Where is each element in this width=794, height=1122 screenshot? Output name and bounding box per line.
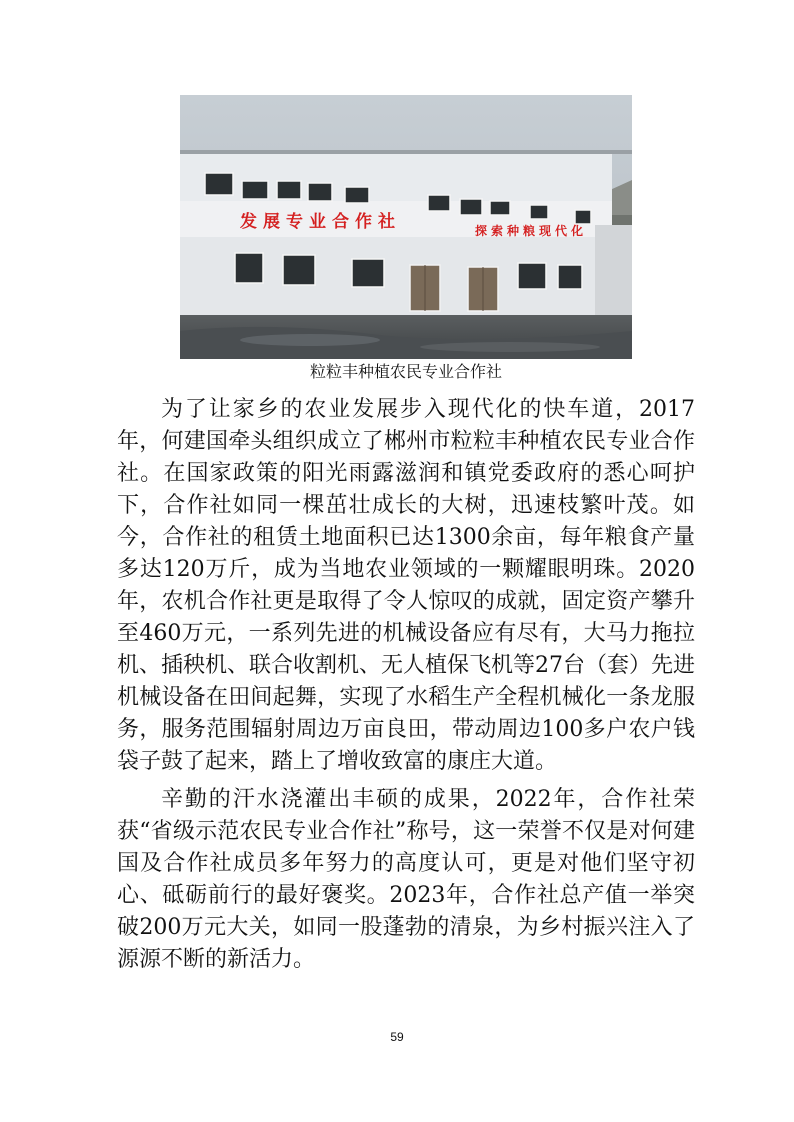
sign-left: 发展专业合作社: [240, 212, 401, 232]
article-body: [117, 394, 695, 982]
paragraph: 辛勤的汗水浇灌出丰硕的成果，2022年，合作社荣获“省级示范农民专业合作社”称号，这一荣誉不仅是对何建国及合作社成员多年努力的高度认可，更是对他们坚守初心、砥砺前行的最好褒奖。2023年，合作社总产值一举突破200万元大关，如同一股蓬勃的清泉，为乡村振兴注入了源源不断的新活力。: [117, 787, 695, 972]
sign-right: 探索种粮现代化: [475, 224, 588, 238]
cooperative-building-photo: [180, 95, 632, 359]
page-number: 59: [390, 1030, 404, 1044]
photo-caption: 粒粒丰种植农民专业合作社: [309, 362, 502, 381]
paragraph: 为了让家乡的农业发展步入现代化的快车道，2017年，何建国牵头组织成立了郴州市粒粒丰种植农民专业合作社。在国家政策的阳光雨露滋润和镇党委政府的悉心呵护下，合作社如同一棵茁壮成长的大树，迅速枝繁叶茂。如今，合作社的租赁土地面积已达1300余亩，每年粮食产量多达120万斤，成为当地农业领域的一颗耀眼明珠。2020年，农机合作社更是取得了令人惊叹的成就，固定资产攀升至460万元，一系列先进的机械设备应有尽有，大马力拖拉机、插秧机、联合收割机、无人植保飞机等27台（套）先进机械设备在田间起舞，实现了水稻生产全程机械化一条龙服务，服务范围辐射周边万亩良田，带动周边100多户农户钱袋子鼓了起来，踏上了增收致富的康庄大道。: [117, 397, 695, 774]
